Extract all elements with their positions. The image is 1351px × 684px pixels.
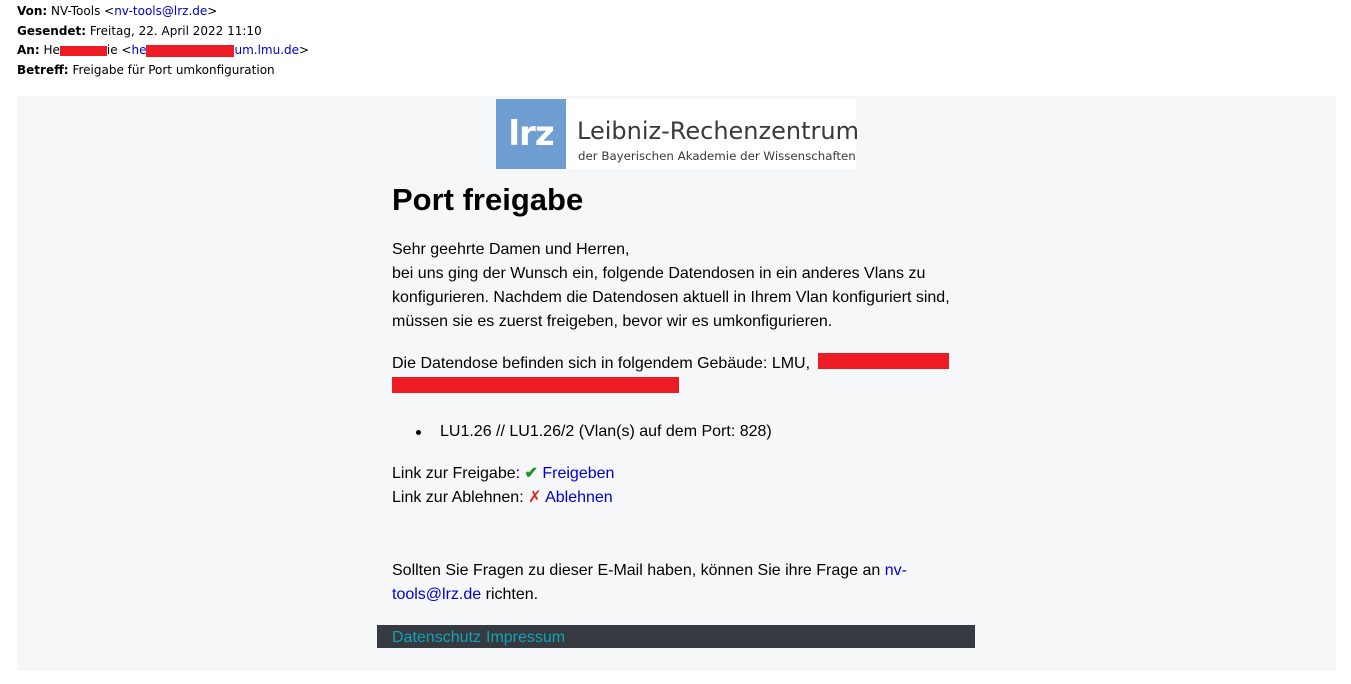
reject-label: Link zur Ablehnen: <box>392 489 524 506</box>
to-name-start: He <box>43 43 60 57</box>
request-paragraph: bei uns ging der Wunsch ein, folgende Datendosen in ein anderes Vlans zu konfigurieren. Nachdem die Datendosen aktuell in Ihrem Vlan konfiguriert sind, müssen sie es zuerst freigeben, bevor wir es umkonfigurieren. <box>392 265 950 330</box>
sent-row <box>17 22 309 42</box>
cross-icon: ✗ <box>528 489 542 506</box>
greeting-block <box>392 238 962 334</box>
privacy-link[interactable]: Datenschutz <box>392 629 481 646</box>
approve-row <box>392 462 614 486</box>
to-row <box>17 41 309 61</box>
redaction-bar <box>146 45 234 57</box>
bullet-dot <box>416 430 421 435</box>
redaction-bar <box>60 46 107 56</box>
from-row <box>17 2 309 22</box>
from-email-link[interactable]: nv-tools@lrz.de <box>114 4 208 18</box>
logo-name: Leibniz-Rechenzentrum <box>577 117 859 145</box>
subject-label: Betreff: <box>17 62 69 77</box>
to-email-end: um.lmu.de <box>234 43 300 57</box>
reject-row <box>392 486 614 510</box>
from-close: > <box>207 4 218 18</box>
lrz-logo <box>496 99 859 169</box>
page-title: Port freigabe <box>392 182 584 217</box>
to-label: An: <box>17 43 40 57</box>
from-label: Von: <box>17 4 48 18</box>
sent-value: Freitag, 22. April 2022 11:10 <box>89 23 262 38</box>
approve-label: Link zur Freigabe: <box>392 465 521 482</box>
port-item: LU1.26 // LU1.26/2 (Vlan(s) auf dem Port: 828) <box>440 423 772 440</box>
email-header <box>17 2 309 80</box>
greeting: Sehr geehrte Damen und Herren, <box>392 241 630 258</box>
footer-bar <box>377 625 975 648</box>
to-name-end: ie < <box>106 43 132 57</box>
questions-text: Sollten Sie Fragen zu dieser E-Mail haben, können Sie ihre Frage an <box>392 562 881 579</box>
email-content <box>392 178 962 603</box>
contact-email-link[interactable]: nv-tools@lrz.de <box>392 562 907 603</box>
from-name: NV-Tools < <box>51 4 115 18</box>
to-email-link[interactable] <box>131 43 299 57</box>
logo-subtitle: der Bayerischen Akademie der Wissenschaften <box>578 149 856 163</box>
redaction-bar <box>818 353 949 369</box>
approve-link[interactable]: Freigeben <box>542 465 615 482</box>
sent-label: Gesendet: <box>17 23 87 38</box>
questions-paragraph <box>392 559 922 607</box>
checkmark-icon: ✔ <box>524 465 538 482</box>
reject-link[interactable]: Ablehnen <box>545 489 613 506</box>
redaction-bar <box>392 377 679 393</box>
logo-mark: lrz <box>496 99 566 169</box>
imprint-link[interactable]: Impressum <box>486 629 566 646</box>
subject-row <box>17 61 309 81</box>
building-info <box>392 352 962 400</box>
building-text: Die Datendose befinden sich in folgendem Gebäude: LMU, <box>392 355 811 372</box>
action-links <box>392 462 614 510</box>
subject-value: Freigabe für Port umkonfiguration <box>72 62 275 77</box>
to-email-start: he <box>131 43 147 57</box>
questions-end: richten. <box>485 586 539 603</box>
to-close: > <box>299 43 310 57</box>
